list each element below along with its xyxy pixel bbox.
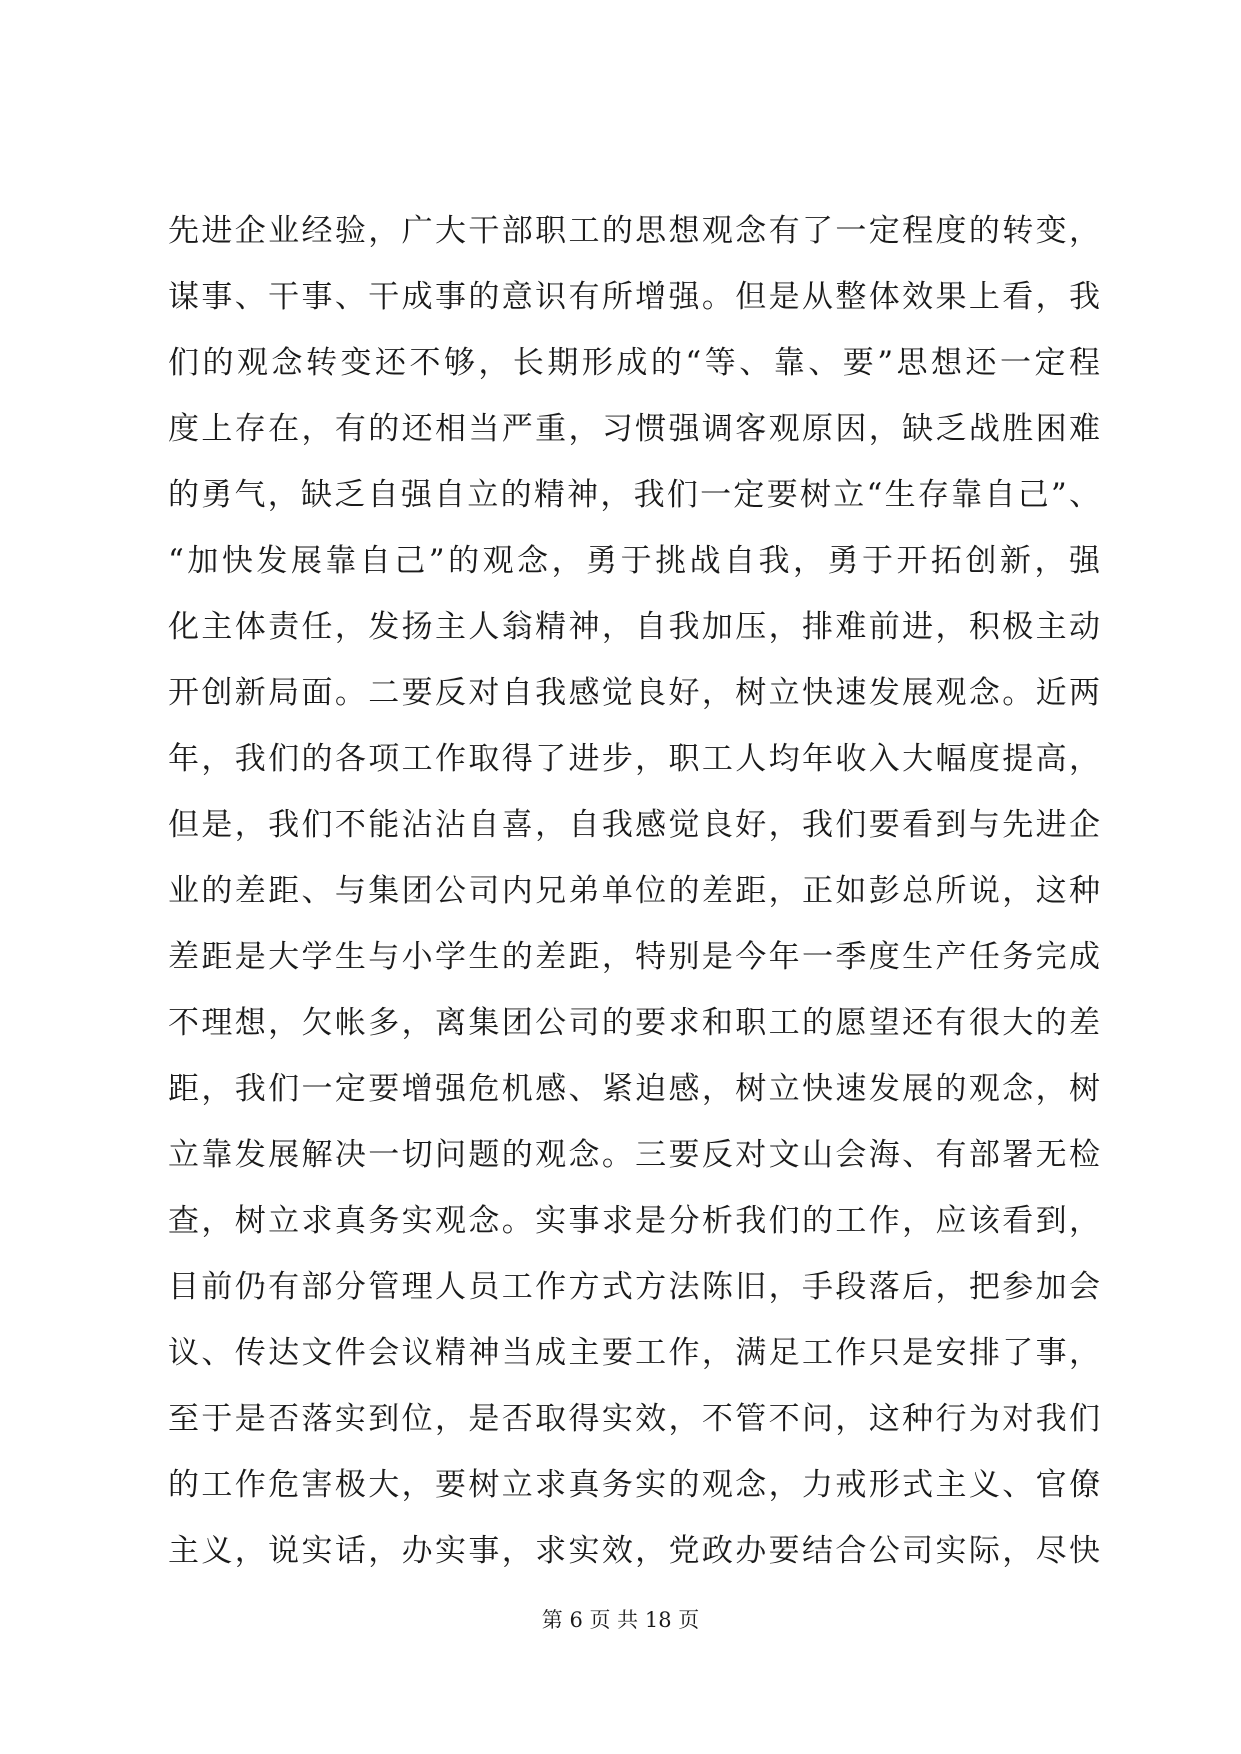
page-number-footer: 第 6 页 共 18 页	[541, 1608, 700, 1632]
text-line-8: 开创新局面。二要反对自我感觉良好，树立快速发展观念。近两	[168, 675, 1100, 711]
text-line-16: 查，树立求真务实观念。实事求是分析我们的工作，应该看到，	[168, 1203, 1100, 1239]
text-line-3: 们的观念转变还不够，长期形成的“等、靠、要”思想还一定程	[168, 345, 1100, 381]
text-line-6: “加快发展靠自己”的观念，勇于挑战自我，勇于开拓创新，强	[168, 543, 1100, 579]
text-line-15: 立靠发展解决一切问题的观念。三要反对文山会海、有部署无检	[168, 1137, 1100, 1173]
text-line-10: 但是，我们不能沾沾自喜，自我感觉良好，我们要看到与先进企	[168, 807, 1100, 843]
text-line-2: 谋事、干事、干成事的意识有所增强。但是从整体效果上看，我	[168, 279, 1100, 315]
text-line-21: 主义，说实话，办实事，求实效，党政办要结合公司实际，尽快	[168, 1533, 1100, 1569]
text-line-11: 业的差距、与集团公司内兄弟单位的差距，正如彭总所说，这种	[168, 873, 1100, 909]
body-text	[168, 198, 1100, 1584]
text-line-9: 年，我们的各项工作取得了进步，职工人均年收入大幅度提高，	[168, 741, 1100, 777]
text-line-4: 度上存在，有的还相当严重，习惯强调客观原因，缺乏战胜困难	[168, 411, 1100, 447]
text-line-5: 的勇气，缺乏自强自立的精神，我们一定要树立“生存靠自己”、	[168, 477, 1100, 513]
text-line-13: 不理想，欠帐多，离集团公司的要求和职工的愿望还有很大的差	[168, 1005, 1100, 1041]
text-line-17: 目前仍有部分管理人员工作方式方法陈旧，手段落后，把参加会	[168, 1269, 1100, 1305]
text-line-1: 先进企业经验，广大干部职工的思想观念有了一定程度的转变，	[168, 213, 1100, 249]
text-line-7: 化主体责任，发扬主人翁精神，自我加压，排难前进，积极主动	[168, 609, 1100, 645]
text-line-19: 至于是否落实到位，是否取得实效，不管不问，这种行为对我们	[168, 1401, 1100, 1437]
text-line-14: 距，我们一定要增强危机感、紧迫感，树立快速发展的观念，树	[168, 1071, 1100, 1107]
text-line-20: 的工作危害极大，要树立求真务实的观念，力戒形式主义、官僚	[168, 1467, 1100, 1503]
text-line-18: 议、传达文件会议精神当成主要工作，满足工作只是安排了事，	[168, 1335, 1100, 1371]
text-line-12: 差距是大学生与小学生的差距，特别是今年一季度生产任务完成	[168, 939, 1100, 975]
